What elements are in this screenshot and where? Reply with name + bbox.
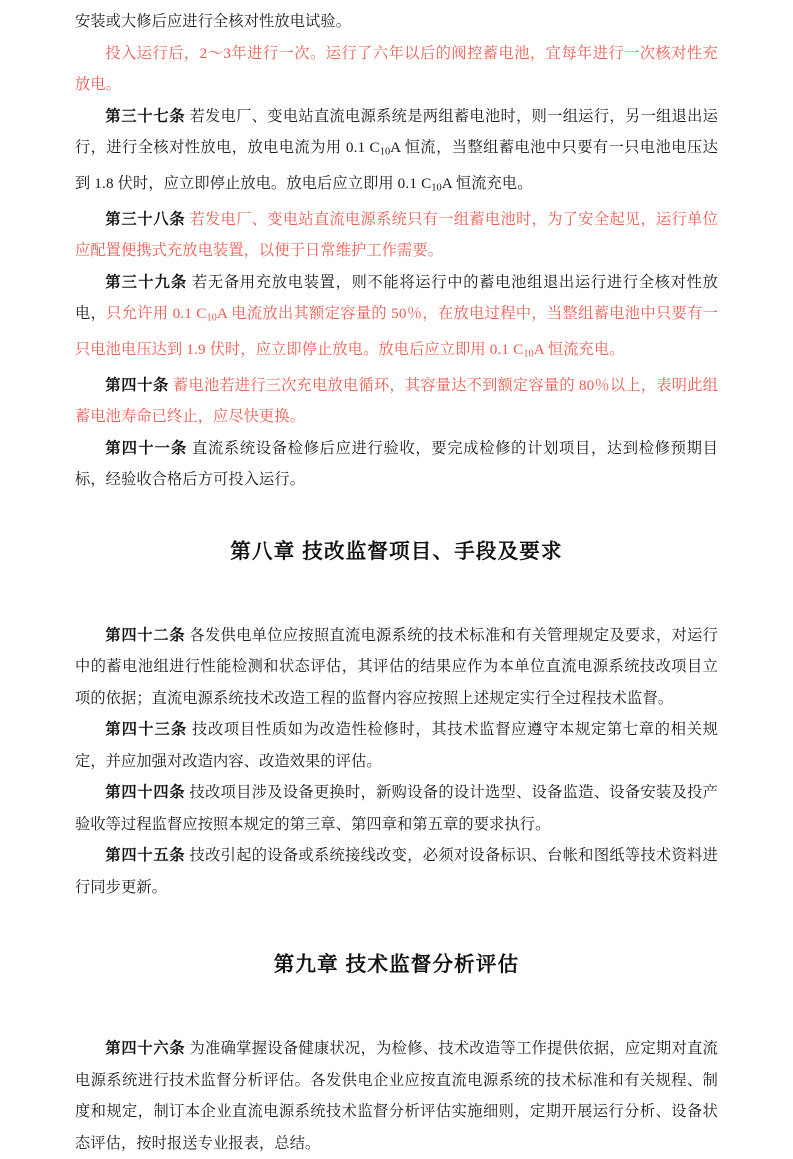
red-note-text: 投入运行后，2～3年进行一次。运行了六年以后的阀控蓄电池，宜每年进行一次核对性充放电。 (75, 44, 718, 93)
article-40 (75, 370, 718, 433)
article-39-seg-5: A 恒流充电。 (533, 340, 625, 358)
article-37-number: 第三十七条 (105, 107, 186, 125)
article-41-number: 第四十一条 (105, 439, 188, 457)
article-42-number: 第四十二条 (105, 626, 186, 644)
article-44-number: 第四十四条 (105, 784, 186, 802)
chapter-heading-8: 第八章 技改监督项目、手段及要求 (230, 539, 563, 563)
article-39 (75, 267, 718, 370)
article-37-subscript-3: 10 (431, 182, 442, 194)
article-42-seg-0: 各发供电单位应按照直流电源系统的技术标准和有关管理规定及要求，对运行中的蓄电池组进行性能检测和状态评估，其评估的结果应作为本单位直流电源系统技改项目立项的依据；直流电源系统技术改造工程的监督内容应按照上述规定实行全过程技术监督。 (75, 626, 719, 707)
article-40-seg-0: 蓄电池若进行三次充电放电循环，其容量达不到额定容量的 80％以上，表明此组蓄电池寿命已终止，应尽快更换。 (75, 376, 718, 426)
article-38-number: 第三十八条 (105, 210, 186, 228)
article-43-seg-0: 技改项目性质如为改造性检修时，其技术监督应遵守本规定第七章的相关规定，并应加强对改造内容、改造效果的评估。 (75, 721, 718, 770)
spacer-above-chapter-9 (75, 903, 718, 947)
article-37 (75, 101, 718, 204)
article-38-seg-0: 若发电厂、变电站直流电源系统只有一组蓄电池时，为了安全起见，运行单位应配置便携式充放电装置，以便于日常维护工作需要。 (75, 210, 719, 260)
article-45-number: 第四十五条 (105, 847, 186, 865)
opening-text: 安装或大修后应进行全核对性放电试验。 (75, 13, 352, 30)
article-40-number: 第四十条 (105, 376, 169, 394)
article-45-seg-0: 技改引起的设备或系统接线改变，必须对设备标识、台帐和图纸等技术资料进行同步更新。 (75, 847, 719, 896)
article-43-number: 第四十三条 (105, 721, 188, 739)
article-37-seg-2: A 恒流，当整组蓄电池中只要有一只电池电压达到 1.8 伏时，应立即停止放电。放电后应立即用 0.1 C (75, 139, 718, 192)
spacer-above-chapter-8 (75, 496, 718, 534)
article-37-subscript-1: 10 (379, 146, 391, 158)
article-39-seg-3: A 电流放出其额定容量的 50％，在放电过程中，当整组蓄电池中只要有一只电池电压达到 1.9 伏时，应立即停止放电。放电后应立即用 0.1 C (75, 305, 718, 358)
paragraph-opening-line (75, 6, 718, 38)
article-39-number: 第三十九条 (105, 273, 188, 291)
article-46 (75, 1033, 718, 1159)
article-44-seg-0: 技改项目涉及设备更换时，新购设备的设计选型、设备监造、设备安装及投产验收等过程监督应按照本规定的第三章、第四章和第五章的要求执行。 (75, 784, 719, 833)
article-46-number: 第四十六条 (105, 1040, 186, 1058)
article-39-subscript-2: 10 (206, 312, 217, 324)
article-42 (75, 620, 718, 715)
spacer-below-chapter-9 (75, 977, 718, 1033)
article-39-subscript-4: 10 (523, 348, 534, 360)
article-38 (75, 204, 718, 267)
document-body (75, 0, 718, 1159)
chapter-heading-9: 第九章 技术监督分析评估 (273, 953, 520, 977)
article-46-seg-0: 为准确掌握设备健康状况，为检修、技术改造等工作提供依据，应定期对直流电源系统进行技术监督分析评估。各发供电企业应按直流电源系统的技术标准和有关规程、制度和规定，制订本企业直流电源系统技术监督分析评估实施细则，定期开展运行分析、设备状态评估，按时报送专业报表，总结。 (75, 1040, 719, 1152)
article-39-seg-1: 只允许用 0.1 C (106, 305, 207, 323)
article-45 (75, 840, 718, 903)
article-37-seg-0: 若发电厂、变电站直流电源系统是两组蓄电池时，则一组运行，另一组退出运行，进行全核对性放电，放电电流为用 0.1 C (75, 107, 719, 156)
article-39-seg-0: 若无备用充放电装置，则不能将运行中的蓄电池组退出运行进行全核对性放电， (75, 273, 718, 323)
article-41 (75, 433, 718, 496)
spacer-below-chapter-8 (75, 564, 718, 620)
article-43 (75, 714, 718, 777)
article-37-seg-4: A 恒流充电。 (441, 174, 533, 192)
article-41-seg-0: 直流系统设备检修后应进行验收，要完成检修的计划项目，达到检修预期目标，经验收合格后方可投入运行。 (75, 439, 718, 489)
article-44 (75, 777, 718, 840)
paragraph-red-note (75, 38, 718, 101)
